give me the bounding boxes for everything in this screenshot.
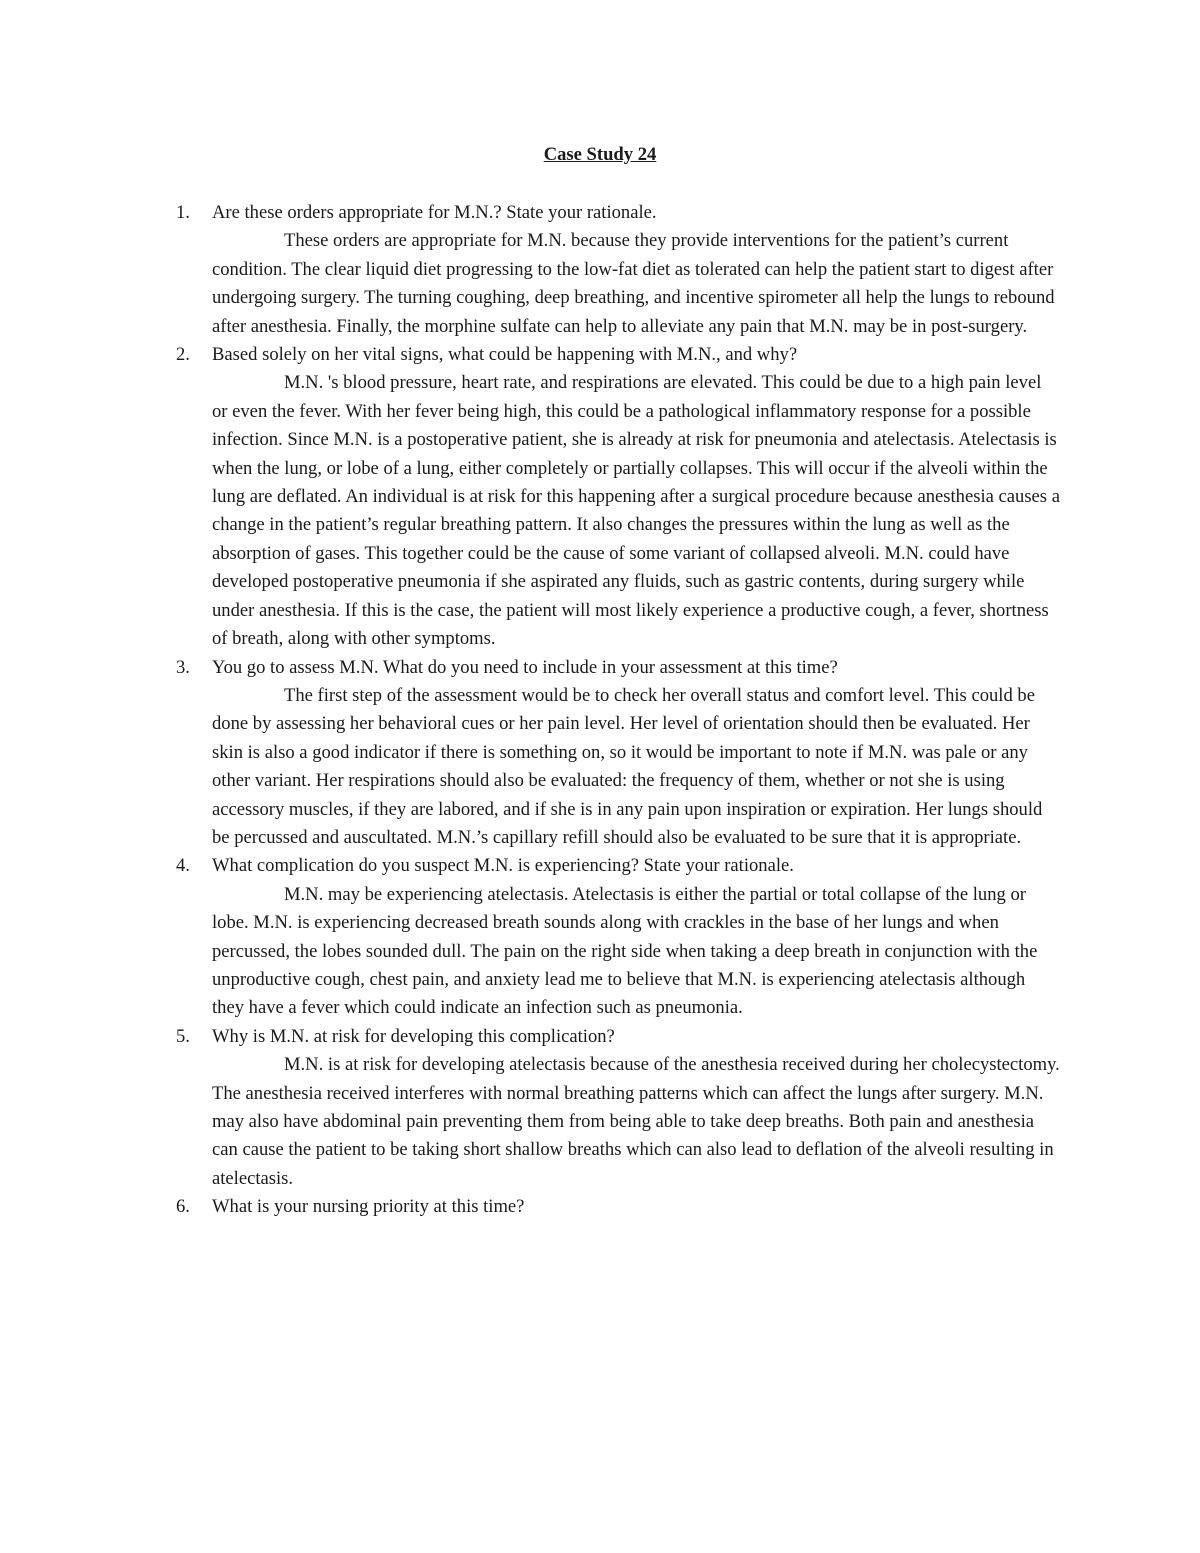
answer-paragraph: These orders are appropriate for M.N. because they provide interventions for the patient’s current condition. The clear liquid diet progressing to the low-fat diet as tolerated can help the patient start to digest after undergoing surgery. The turning coughing, deep breathing, and incentive spirometer all help the lungs to rebound after anesthesia. Finally, the morphine sulfate can help to alleviate any pain that M.N. may be in post-surgery. (212, 230, 1055, 337)
question-item-2 (170, 341, 1060, 653)
question-text: Based solely on her vital signs, what could be happening with M.N., and why? (212, 344, 798, 366)
question-item-6 (170, 1193, 1060, 1221)
question-number: 3. (176, 656, 190, 678)
question-text: What complication do you suspect M.N. is experiencing? State your rationale. (212, 855, 794, 877)
question-item-5 (170, 1023, 1060, 1193)
answer-paragraph: M.N. 's blood pressure, heart rate, and respirations are elevated. This could be due to a high pain level or even the fever. With her fever being high, this could be a pathological inflammatory response for a possible infection. Since M.N. is a postoperative patient, she is already at risk for pneumonia and atelectasis. Atelectasis is when the lung, or lobe of a lung, either completely or partially collapses. This will occur if the alveoli within the lung are deflated. An individual is at risk for this happening after a surgical procedure because anesthesia causes a change in the patient’s regular breathing pattern. It also changes the pressures within the lung as well as the absorption of gases. This together could be the cause of some variant of collapsed alveoli. M.N. could have developed postoperative pneumonia if she aspirated any fluids, such as gastric contents, during surgery while under anesthesia. If this is the case, the patient will most likely experience a productive cough, a fever, shortness of breath, along with other symptoms. (212, 372, 1060, 650)
question-number: 6. (176, 1196, 190, 1218)
question-text: Why is M.N. at risk for developing this complication? (212, 1025, 615, 1047)
question-number: 4. (176, 855, 190, 877)
question-list (170, 199, 1060, 1222)
question-item-1 (170, 199, 1060, 341)
question-number: 1. (176, 202, 190, 223)
question-text: You go to assess M.N. What do you need to include in your assessment at this time? (212, 656, 838, 678)
document-title: Case Study 24 (543, 144, 657, 165)
question-number: 2. (176, 344, 190, 366)
answer-paragraph: M.N. is at risk for developing atelectasis because of the anesthesia received during her cholecystectomy. The anesthesia received interferes with normal breathing patterns which can affect the lungs after surgery. M.N. may also have abdominal pain preventing them from being able to take deep breaths. Both pain and anesthesia can cause the patient to be taking short shallow breaths which can also lead to deflation of the alveoli resulting in atelectasis. (212, 1054, 1060, 1189)
question-item-4 (170, 852, 1060, 1022)
answer-paragraph: M.N. may be experiencing atelectasis. Atelectasis is either the partial or total collapse of the lung or lobe. M.N. is experiencing decreased breath sounds along with crackles in the base of her lungs and when percussed, the lobes sounded dull. The pain on the right side when taking a deep breath in conjunction with the unproductive cough, chest pain, and anxiety lead me to believe that M.N. is experiencing atelectasis although they have a fever which could indicate an infection such as pneumonia. (212, 883, 1038, 1019)
question-text: Are these orders appropriate for M.N.? State your rationale. (212, 202, 657, 223)
answer-paragraph: The first step of the assessment would be to check her overall status and comfort level. This could be done by assessing her behavioral cues or her pain level. Her level of orientation should then be evaluated. Her skin is also a good indicator if there is something on, so it would be important to note if M.N. was pale or any other variant. Her respirations should also be evaluated: the frequency of them, whether or not she is using accessory muscles, if they are labored, and if she is in any pain upon inspiration or expiration. Her lungs should be percussed and auscultated. M.N.’s capillary refill should also be evaluated to be sure that it is appropriate. (212, 684, 1043, 848)
question-text: What is your nursing priority at this time? (212, 1196, 525, 1218)
question-number: 5. (176, 1025, 190, 1047)
question-item-3 (170, 654, 1060, 853)
